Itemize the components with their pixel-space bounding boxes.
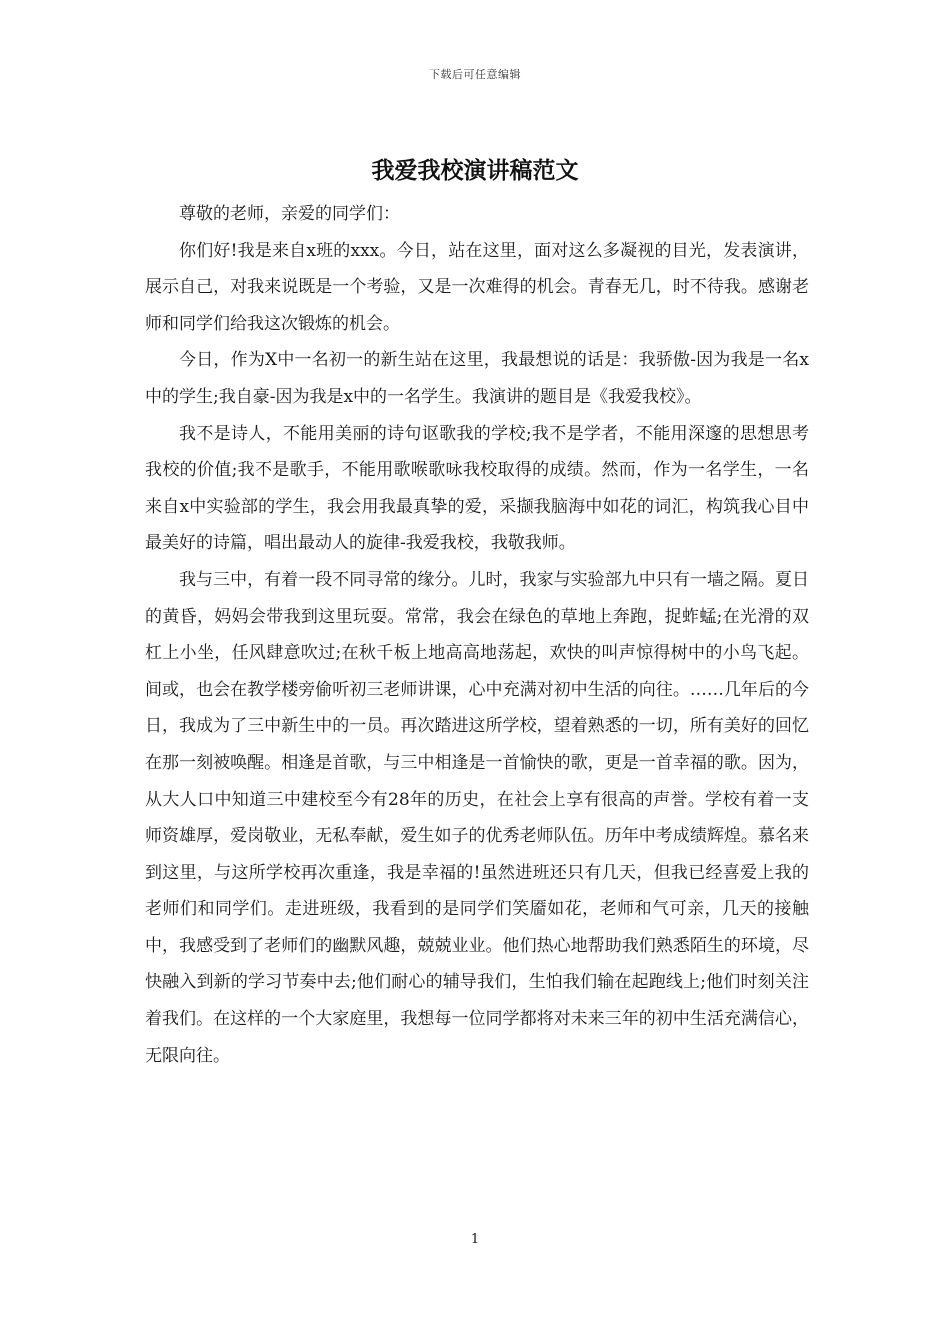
document-title: 我爱我校演讲稿范文 bbox=[371, 157, 579, 184]
paragraph-declaration: 我不是诗人，不能用美丽的诗句讴歌我的学校;我不是学者，不能用深邃的思想思考我校的价值;我不是歌手，不能用歌喉歌咏我校取得的成绩。然而，作为一名学生，一名来自x中实验部的学生，我会用我最真挚的爱，采撷我脑海中如花的词汇，构筑我心目中最美好的诗篇，唱出最动人的旋律-我爱我校，我敬我师。 bbox=[145, 423, 809, 554]
document-body bbox=[145, 196, 809, 1074]
page-header-note: 下载后可任意编辑 bbox=[429, 68, 521, 81]
paragraph-salutation: 尊敬的老师，亲爱的同学们： bbox=[179, 204, 400, 224]
paragraph-story: 我与三中，有着一段不同寻常的缘分。儿时，我家与实验部九中只有一墙之隔。夏日的黄昏，妈妈会带我到这里玩耍。常常，我会在绿色的草地上奔跑，捉蚱蜢;在光滑的双杠上小坐，任风肆意吹过;在秋千板上地高高地荡起，欢快的叫声惊得树中的小鸟飞起。间或，也会在教学楼旁偷听初三老师讲课，心中充满对初中生活的向往。……几年后的今日，我成为了三中新生中的一员。再次踏进这所学校，望着熟悉的一切，所有美好的回忆在那一刻被唤醒。相逢是首歌，与三中相逢是一首愉快的歌，更是一首幸福的歌。因为，从大人口中知道三中建校至今有28年的历史，在社会上享有很高的声誉。学校有着一支师资雄厚，爱岗敬业，无私奉献，爱生如子的优秀老师队伍。历年中考成绩辉煌。慕名来到这里，与这所学校再次重逢，我是幸福的!虽然进班还只有几天，但我已经喜爱上我的老师们和同学们。走进班级，我看到的是同学们笑靥如花，老师和气可亲，几天的接触中，我感受到了老师们的幽默风趣，兢兢业业。他们热心地帮助我们熟悉陌生的环境，尽快融入到新的学习节奏中去;他们耐心的辅导我们，生怕我们输在起跑线上;他们时刻关注着我们。在这样的一个大家庭里，我想每一位同学都将对未来三年的初中生活充满信心，无限向往。 bbox=[145, 569, 809, 1066]
paragraph-greeting: 你们好!我是来自x班的xxx。今日，站在这里，面对这么多凝视的目光，发表演讲，展示自己，对我来说既是一个考验，又是一次难得的机会。青春无几，时不待我。感谢老师和同学们给我这次锻炼的机会。 bbox=[145, 240, 809, 334]
page-number: 1 bbox=[470, 1232, 480, 1247]
paragraph-topic: 今日，作为X中一名初一的新生站在这里，我最想说的话是：我骄傲-因为我是一名x中的学生;我自豪-因为我是x中的一名学生。我演讲的题目是《我爱我校》。 bbox=[145, 350, 809, 407]
